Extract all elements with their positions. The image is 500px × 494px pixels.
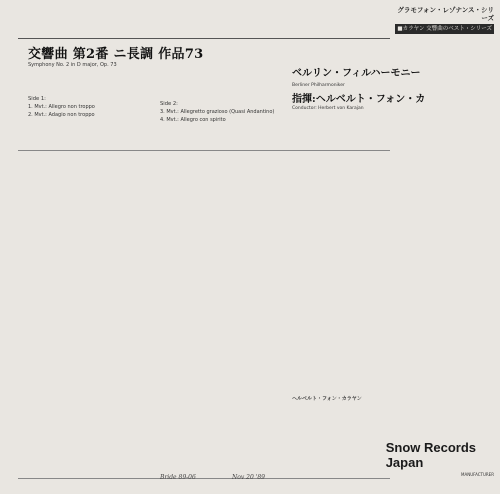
side-2-heading: Side 2: — [160, 101, 178, 107]
orchestra-english: Berliner Philharmoniker — [292, 83, 345, 88]
conductor-english: Conductor: Herbert von Karajan — [292, 106, 364, 111]
track-2: 2. Mvt.: Adagio non troppo — [28, 112, 95, 118]
bottom-divider — [18, 478, 390, 479]
orchestra-japanese: ベルリン・フィルハーモニー — [292, 68, 421, 79]
side-1-heading: Side 1: — [28, 96, 46, 102]
watermark-line-2: Japan — [385, 455, 424, 470]
top-divider — [18, 38, 390, 39]
track-1: 1. Mvt.: Allegro non troppo — [28, 104, 95, 110]
series-subtitle: ■カラヤン 交響曲のベスト・シリーズ — [397, 26, 492, 32]
track-3: 3. Mvt.: Allegretto grazioso (Quasi Andantino) — [160, 109, 275, 115]
section-divider — [18, 150, 390, 151]
manufacturer-label: MANUFACTURER — [461, 472, 494, 477]
handwritten-note-2: Nov 20 '89 — [232, 474, 265, 481]
watermark-line-1: Snow Records — [385, 440, 476, 455]
store-watermark — [386, 440, 476, 470]
side-1-tracklist — [28, 95, 95, 119]
text-column-3 — [292, 158, 384, 476]
handwritten-note-1: Bride 89-06 — [160, 474, 196, 481]
series-title: グラモフォン・レゾナンス・シリーズ — [397, 6, 494, 22]
biography-heading: ヘルベルト・フォン・カラヤン — [292, 396, 362, 402]
conductor-japanese: 指揮:ヘルベルト・フォン・カ — [292, 94, 426, 105]
side-2-tracklist — [160, 100, 274, 124]
title-english: Symphony No. 2 in D major, Op. 73 — [28, 62, 117, 68]
track-4: 4. Mvt.: Allegro con spirito — [160, 117, 226, 123]
title-japanese: 交響曲 第2番 ニ長調 作品73 — [28, 47, 204, 62]
series-label — [394, 6, 494, 34]
